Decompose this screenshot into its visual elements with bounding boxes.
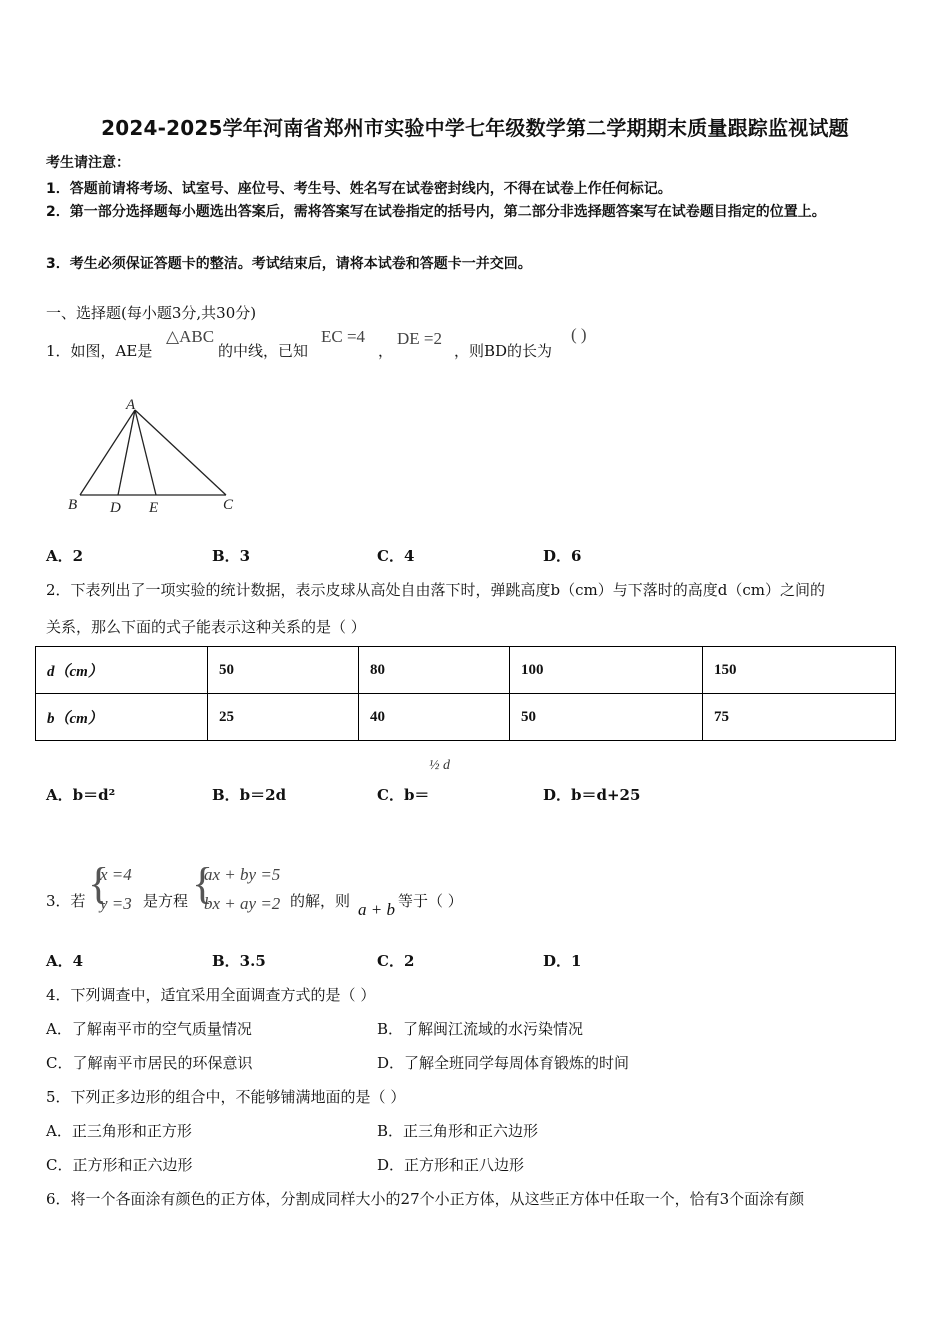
- q1-option-a[interactable]: A．2: [46, 547, 84, 565]
- q1-label-a: A: [126, 397, 136, 413]
- q3-system2-eq2: bx + ay =2: [204, 894, 281, 913]
- q5-option-a[interactable]: A．正三角形和正方形: [46, 1122, 192, 1140]
- q3-option-b[interactable]: B．3.5: [212, 952, 266, 970]
- q1-triangle-symbol: △ABC: [166, 327, 215, 346]
- notice-item-2: 2．第一部分选择题每小题选出答案后，需将答案写在试卷指定的括号内，第二部分非选择题答案写在试卷题目指定的位置上。: [46, 204, 826, 220]
- q3-suffix: 等于（ ）: [398, 892, 463, 910]
- q3-mid2: 的解，则: [290, 892, 351, 910]
- table-row: [36, 694, 896, 741]
- table-cell: 40: [359, 694, 510, 741]
- table-cell: 75: [703, 694, 896, 741]
- table-cell: 80: [359, 647, 510, 694]
- q4-option-b[interactable]: B．了解闽江流域的水污染情况: [377, 1020, 584, 1038]
- q1-mid: 的中线，已知: [218, 342, 309, 360]
- q5-stem: 5．下列正多边形的组合中，不能够铺满地面的是（ ）: [46, 1088, 406, 1106]
- q5-option-b[interactable]: B．正三角形和正六边形: [377, 1122, 539, 1140]
- table-cell: 150: [703, 647, 896, 694]
- q1-de: DE =2: [397, 329, 442, 348]
- q2-stem-line1: 2．下表列出了一项实验的统计数据，表示皮球从高处自由落下时，弹跳高度b（cm）与下落时的高度d（cm）之间的: [46, 581, 826, 599]
- q1-option-b[interactable]: B．3: [212, 547, 251, 565]
- q2-data-table: [35, 646, 896, 741]
- q1-label-b: B: [68, 497, 78, 513]
- q2-option-d[interactable]: D．b＝d+25: [543, 786, 641, 804]
- q4-option-d[interactable]: D．了解全班同学每周体育锻炼的时间: [377, 1054, 630, 1072]
- q3-prefix: 3．若: [46, 892, 86, 910]
- q3-brace-1: {: [88, 859, 110, 908]
- q2-stem-line2: 关系，那么下面的式子能表示这种关系的是（ ）: [46, 618, 366, 636]
- q4-stem: 4．下列调查中，适宜采用全面调查方式的是（ ）: [46, 986, 376, 1004]
- q1-prefix: 1．如图，AE是: [46, 342, 153, 360]
- q3-expression: a + b: [358, 900, 395, 919]
- q1-label-c: C: [223, 497, 234, 513]
- table-cell: 100: [510, 647, 703, 694]
- notice-item-1: 1．答题前请将考场、试室号、座位号、考生号、姓名写在试卷密封线内，不得在试卷上作任何标记。: [46, 181, 672, 197]
- q2-option-c-fraction: ½ d: [429, 758, 450, 773]
- q2-option-a[interactable]: A．b＝d²: [46, 786, 116, 804]
- q2-option-b[interactable]: B．b＝2d: [212, 786, 287, 804]
- q3-system1-eq2: y =3: [100, 894, 132, 913]
- q4-option-c[interactable]: C．了解南平市居民的环保意识: [46, 1054, 253, 1072]
- q1-suffix: ，则BD的长为: [454, 342, 553, 360]
- q1-label-e: E: [149, 500, 159, 516]
- section-heading: 一、选择题(每小题3分,共30分): [46, 304, 257, 322]
- table-cell: 25: [208, 694, 359, 741]
- q2-option-c[interactable]: C．b＝: [377, 786, 430, 804]
- q5-option-c[interactable]: C．正方形和正六边形: [46, 1156, 193, 1174]
- notice-item-3: 3．考生必须保证答题卡的整洁。考试结束后，请将本试卷和答题卡一并交回。: [46, 256, 532, 272]
- q1-ec: EC =4: [321, 327, 366, 346]
- q5-option-d[interactable]: D．正方形和正八边形: [377, 1156, 525, 1174]
- q3-brace-2: {: [192, 859, 214, 908]
- q3-system2-eq1: ax + by =5: [204, 865, 281, 884]
- q1-comma: ，: [378, 342, 394, 360]
- q1-option-c[interactable]: C．4: [377, 547, 415, 565]
- q3-mid: 是方程: [143, 892, 189, 910]
- q3-option-c[interactable]: C．2: [377, 952, 415, 970]
- table-cell: 50: [510, 694, 703, 741]
- page-title: 2024-2025学年河南省郑州市实验中学七年级数学第二学期期末质量跟踪监视试题: [101, 116, 849, 140]
- notice-heading: 考生请注意：: [46, 155, 130, 171]
- q1-paren: ( ): [571, 325, 587, 344]
- table-row: [36, 647, 896, 694]
- q6-stem: 6．将一个各面涂有颜色的正方体，分割成同样大小的27个小正方体，从这些正方体中任取一个，恰有3个面涂有颜: [46, 1190, 805, 1208]
- q3-option-a[interactable]: A．4: [46, 952, 84, 970]
- q1-triangle-figure: [60, 392, 250, 522]
- table-cell: 50: [208, 647, 359, 694]
- q4-option-a[interactable]: A．了解南平市的空气质量情况: [46, 1020, 252, 1038]
- table-cell: b（cm）: [36, 694, 208, 741]
- q3-system1-eq1: x =4: [100, 865, 132, 884]
- q3-option-d[interactable]: D．1: [543, 952, 582, 970]
- q1-option-d[interactable]: D．6: [543, 547, 582, 565]
- q1-label-d: D: [110, 500, 121, 516]
- table-cell: d（cm）: [36, 647, 208, 694]
